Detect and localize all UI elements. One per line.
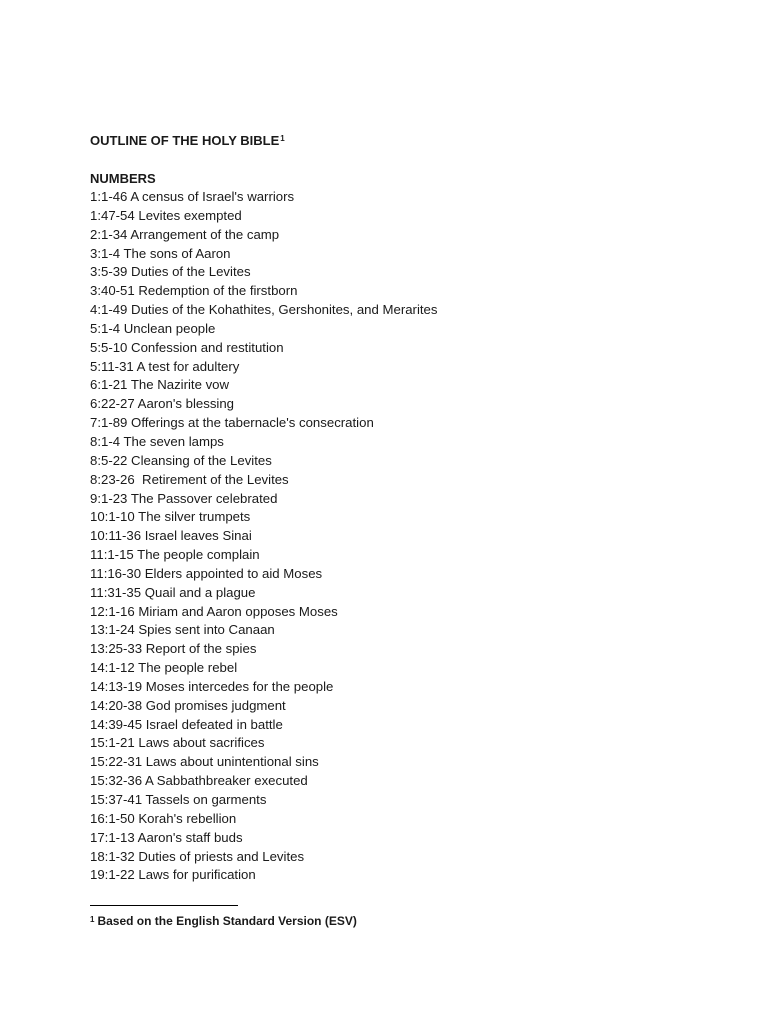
outline-entry: 14:13-19 Moses intercedes for the people	[90, 678, 334, 694]
document-title	[90, 131, 730, 151]
outline-entry: 8:5-22 Cleansing of the Levites	[90, 452, 272, 468]
footnote-marker: 1	[90, 915, 95, 924]
outline-entry: 15:1-21 Laws about sacrifices	[90, 735, 265, 751]
outline-entry: 8:1-4 The seven lamps	[90, 433, 224, 449]
outline-entry: 4:1-49 Duties of the Kohathites, Gershonites, and Merarites	[90, 302, 438, 318]
outline-entry: 11:1-15 The people complain	[90, 547, 260, 563]
outline-entry: 2:1-34 Arrangement of the camp	[90, 226, 280, 242]
outline-list	[90, 188, 730, 885]
outline-entry: 3:5-39 Duties of the Levites	[90, 264, 251, 280]
outline-entry: 15:32-36 A Sabbathbreaker executed	[90, 773, 308, 789]
outline-entry: 6:22-27 Aaron's blessing	[90, 396, 235, 412]
outline-entry: 14:1-12 The people rebel	[90, 660, 238, 676]
outline-entry: 8:23-26 Retirement of the Levites	[90, 471, 289, 487]
book-heading: NUMBERS	[90, 171, 156, 186]
outline-entry: 13:25-33 Report of the spies	[90, 641, 257, 657]
outline-entry: 14:20-38 God promises judgment	[90, 697, 286, 713]
outline-entry: 13:1-24 Spies sent into Canaan	[90, 622, 275, 638]
footnote-divider	[90, 905, 238, 906]
outline-entry: 3:40-51 Redemption of the firstborn	[90, 283, 298, 299]
outline-entry: 16:1-50 Korah's rebellion	[90, 810, 237, 826]
outline-entry: 3:1-4 The sons of Aaron	[90, 245, 231, 261]
outline-entry: 9:1-23 The Passover celebrated	[90, 490, 278, 506]
outline-entry: 15:22-31 Laws about unintentional sins	[90, 754, 319, 770]
footnote-text: Based on the English Standard Version (ESV)	[97, 914, 357, 928]
outline-entry: 5:5-10 Confession and restitution	[90, 339, 284, 355]
outline-entry: 18:1-32 Duties of priests and Levites	[90, 848, 305, 864]
outline-entry: 17:1-13 Aaron's staff buds	[90, 829, 243, 845]
outline-entry: 5:1-4 Unclean people	[90, 320, 216, 336]
outline-entry: 1:47-54 Levites exempted	[90, 207, 242, 223]
outline-entry: 15:37-41 Tassels on garments	[90, 792, 267, 807]
title-footnote-marker[interactable]: 1	[280, 134, 285, 143]
document-title-text: OUTLINE OF THE HOLY BIBLE	[90, 133, 280, 148]
document-page	[90, 131, 730, 885]
outline-entry: 10:1-10 The silver trumpets	[90, 509, 251, 525]
footnote	[90, 912, 357, 930]
outline-entry: 10:11-36 Israel leaves Sinai	[90, 528, 252, 544]
outline-entry: 6:1-21 The Nazirite vow	[90, 377, 230, 393]
outline-entry: 11:31-35 Quail and a plague	[90, 584, 256, 600]
outline-entry: 11:16-30 Elders appointed to aid Moses	[90, 565, 323, 581]
outline-entry: 7:1-89 Offerings at the tabernacle's consecration	[90, 415, 374, 431]
outline-entry: 14:39-45 Israel defeated in battle	[90, 716, 283, 732]
outline-entry: 1:1-46 A census of Israel's warriors	[90, 189, 295, 204]
outline-entry: 12:1-16 Miriam and Aaron opposes Moses	[90, 603, 338, 619]
outline-entry: 5:11-31 A test for adultery	[90, 358, 240, 374]
outline-entry: 19:1-22 Laws for purification	[90, 867, 256, 883]
